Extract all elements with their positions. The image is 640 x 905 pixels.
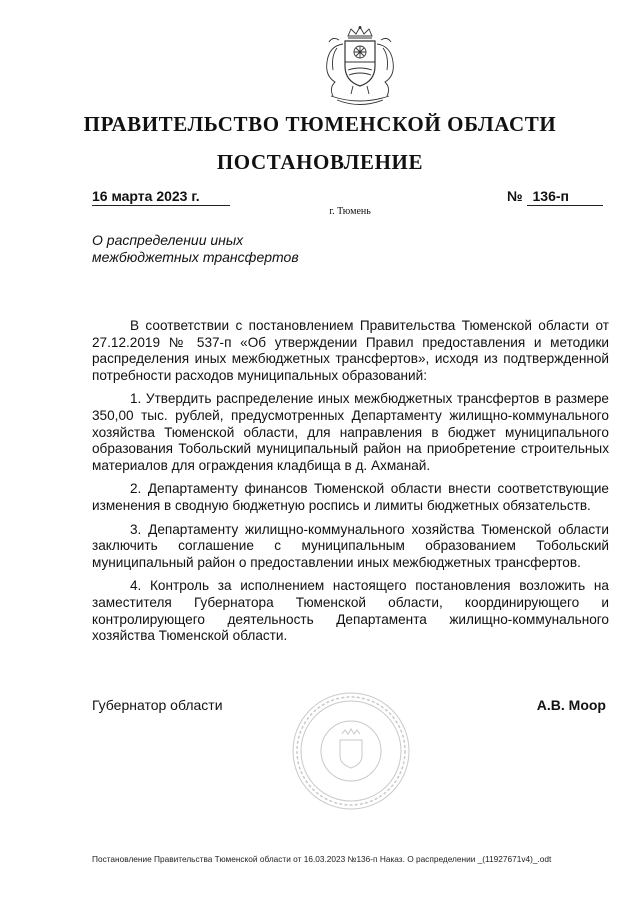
subject-line-1: О распределении иных [92,232,244,248]
paragraph-3: 3. Департаменту жилищно-коммунального хозяйства Тюменской области заключить соглашение с муниципальным образованием Тобольский муниципальный район о предоставлении иных межбюджетных трансфертов. [92,521,609,570]
footer-file-reference: Постановление Правительства Тюменской области от 16.03.2023 №136-п Наказ. О распределении _(11927671v4)_.odt [92,854,552,864]
document-subject [92,232,352,266]
document-body [92,318,609,652]
signatory-name: А.В. Моор [536,697,606,713]
document-date: 16 марта 2023 г. [92,188,230,206]
signatory-title: Губернатор области [92,697,223,713]
paragraph-1: 1. Утвердить распределение иных межбюджетных трансфертов в размере 350,00 тыс. рублей, предусмотренных Департаменту жилищно-коммунального хозяйства Тюменской области, для направления в бюджет муниципального образования Тобольский муниципальный район на приобретение строительных материалов для ограждения кладбища в д. Ахманай. [92,391,609,473]
paragraph-4: 4. Контроль за исполнением настоящего постановления возложить на заместителя Губернатора Тюменской области, координирующего и контролирующего деятельность Департамента жилищно-коммунального хозяйства Тюменской области. [92,578,609,644]
tyumen-coat-of-arms-icon [315,26,405,110]
official-seal-stamp-icon [290,690,412,812]
government-title: ПРАВИТЕЛЬСТВО ТЮМЕНСКОЙ ОБЛАСТИ [83,112,557,136]
number-sign: № [507,188,523,204]
paragraph-2: 2. Департаменту финансов Тюменской области внести соответствующие изменения в сводную бюджетную роспись и лимиты бюджетных обязательств. [92,481,609,513]
document-type: ПОСТАНОВЛЕНИЕ [216,150,424,174]
document-city: г. Тюмень [329,206,371,217]
number-value: 136-п [527,188,603,206]
preamble-paragraph: В соответствии с постановлением Правительства Тюменской области от 27.12.2019 № 537-п «Об утверждении Правил предоставления и методики распределения иных межбюджетных трансфертов», исходя из подтвержденной потребности расходов муниципальных образований: [92,318,609,383]
subject-line-2: межбюджетных трансфертов [92,249,299,265]
document-number [507,188,605,206]
